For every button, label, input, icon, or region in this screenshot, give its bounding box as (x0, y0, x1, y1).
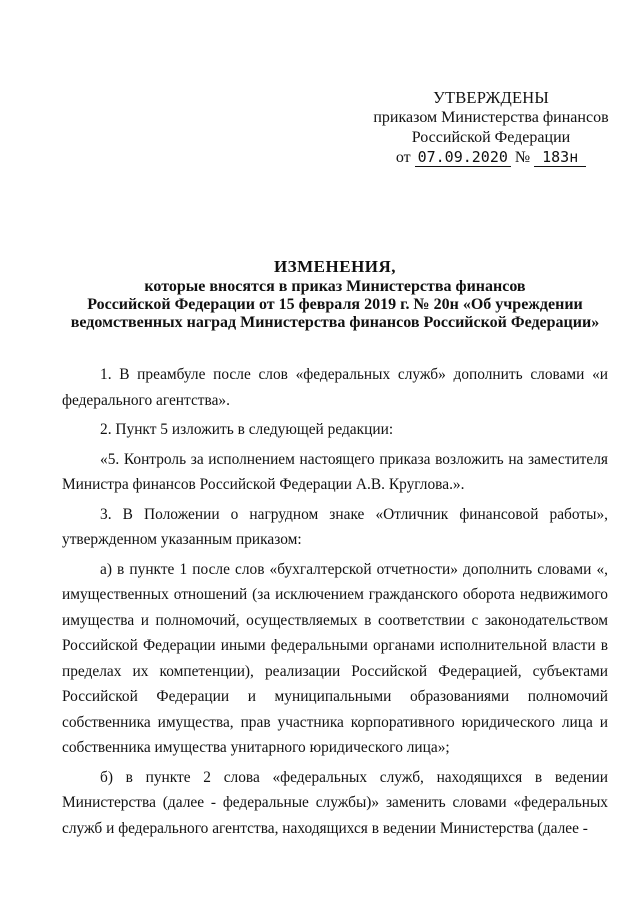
document-header (60, 258, 610, 332)
header-line-1: которые вносятся в приказ Министерства финансов (144, 278, 526, 295)
approval-from-label: от (395, 149, 411, 166)
paragraph: «5. Контроль за исполнением настоящего приказа возложить на заместителя Министра финансов Российской Федерации А.В. Круглова.». (62, 450, 608, 493)
approval-number: 183н (534, 149, 586, 167)
approval-number-sign: № (514, 149, 531, 166)
paragraph: 1. В преамбуле после слов «федеральных служб» дополнить словами «и федерального агентства». (62, 366, 608, 409)
approval-block (360, 88, 622, 168)
paragraph: б) в пункте 2 слова «федеральных служб, находящихся в ведении Министерства (далее - федеральные службы)» заменить словами «федеральных служб и федерального агентства, находящихся в ведении Министерства (далее - (62, 768, 608, 837)
document-title: ИЗМЕНЕНИЯ, (273, 257, 397, 276)
approval-title: УТВЕРЖДЕНЫ (433, 88, 549, 107)
paragraph: 2. Пункт 5 изложить в следующей редакции: (100, 421, 394, 438)
approval-date-line (396, 148, 586, 168)
approval-date: 07.09.2020 (415, 149, 511, 167)
paragraph: а) в пункте 1 после слов «бухгалтерской отчетности» дополнить словами «, имущественных отношений (за исключением гражданского оборота недвижимого имущества и полномочий, осуществляемых в соответствии с законодательством Российской Федерации иными федеральными органами исполнительной власти в пределах их компетенции), реализации Российской Федерацией, субъектами Российской Федерации и муниципальными образованиями полномочий собственника имущества, прав участника корпоративного юридического лица и собственника имущества унитарного юридического лица»; (62, 560, 608, 756)
paragraph: 3. В Положении о нагрудном знаке «Отличник финансовой работы», утвержденном указанным приказом: (62, 505, 608, 548)
approval-line-1: приказом Министерства финансов (373, 109, 609, 126)
header-line-2: Российской Федерации от 15 февраля 2019 г. № 20н «Об учреждении (87, 296, 583, 313)
approval-line-2: Российской Федерации (411, 129, 571, 146)
document-body (62, 362, 608, 841)
header-line-3: ведомственных наград Министерства финансов Российской Федерации» (70, 314, 600, 331)
